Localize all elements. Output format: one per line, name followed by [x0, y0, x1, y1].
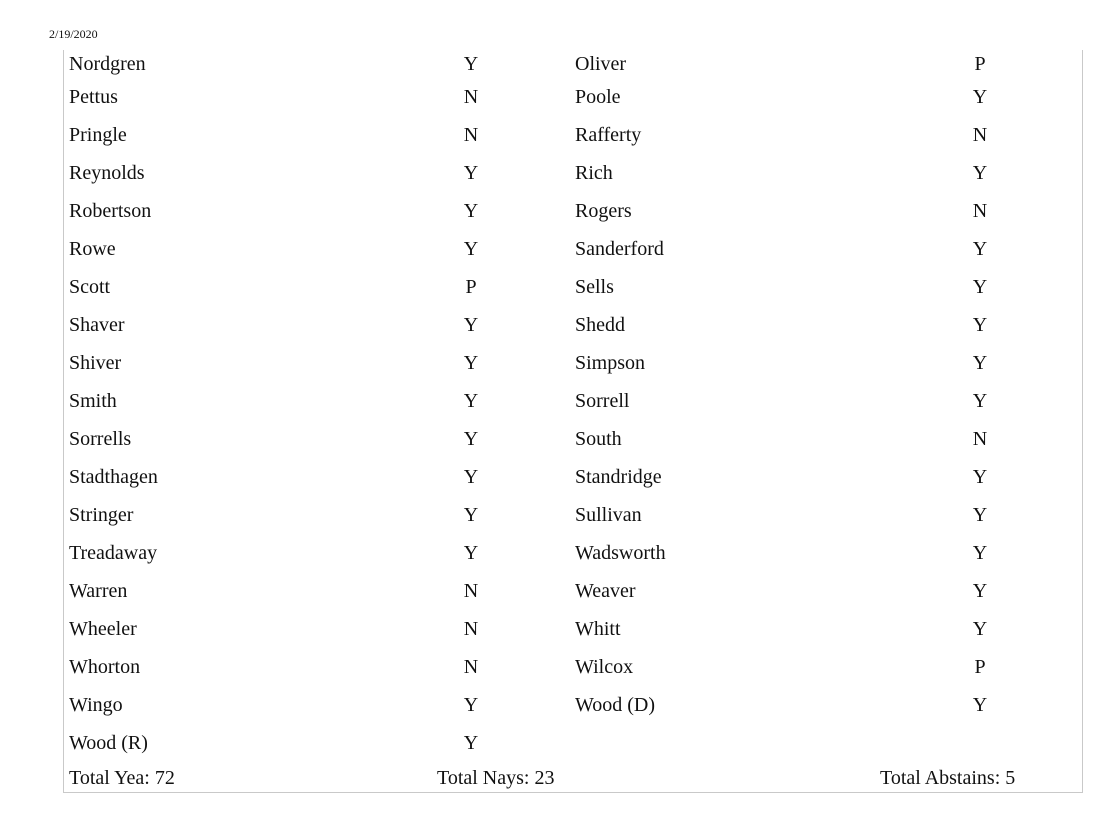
left-member-vote: Y: [463, 504, 479, 526]
vote-row: [64, 235, 1082, 265]
right-member-vote: Y: [972, 276, 988, 298]
total-yea: Total Yea: 72: [69, 767, 175, 789]
right-member-vote: P: [974, 53, 986, 75]
left-member-name: Scott: [69, 276, 111, 298]
left-member-vote: Y: [463, 694, 479, 716]
left-member-name: Wheeler: [69, 618, 137, 640]
right-member-name: Sorrell: [575, 390, 630, 412]
right-member-name: Weaver: [575, 580, 636, 602]
right-member-name: Sanderford: [575, 238, 664, 260]
vote-row: [64, 577, 1082, 607]
left-member-name: Stadthagen: [69, 466, 158, 488]
right-member-vote: Y: [972, 314, 988, 336]
right-member-vote: Y: [972, 238, 988, 260]
left-member-name: Pettus: [69, 86, 118, 108]
left-member-vote: Y: [463, 390, 479, 412]
right-member-vote: Y: [972, 86, 988, 108]
left-member-name: Whorton: [69, 656, 141, 678]
right-member-name: Sullivan: [575, 504, 642, 526]
right-member-name: Wadsworth: [575, 542, 666, 564]
left-member-vote: Y: [463, 162, 479, 184]
right-member-name: Shedd: [575, 314, 625, 336]
left-member-name: Nordgren: [69, 53, 146, 75]
total-nays: Total Nays: 23: [437, 767, 555, 789]
right-member-name: Rich: [575, 162, 613, 184]
right-member-vote: P: [974, 656, 986, 678]
right-member-vote: Y: [972, 542, 988, 564]
left-member-vote: Y: [463, 466, 479, 488]
vote-row: [64, 539, 1082, 569]
vote-row: [64, 387, 1082, 417]
vote-row: [64, 615, 1082, 645]
vote-row: [64, 197, 1082, 227]
right-member-vote: Y: [972, 694, 988, 716]
right-member-vote: N: [972, 124, 988, 146]
left-member-name: Treadaway: [69, 542, 158, 564]
right-member-name: Rafferty: [575, 124, 642, 146]
right-member-vote: Y: [972, 162, 988, 184]
right-member-vote: N: [972, 200, 988, 222]
left-member-vote: Y: [463, 200, 479, 222]
roll-call-vote-table: [63, 50, 1083, 793]
left-member-vote: N: [463, 580, 479, 602]
left-member-name: Sorrells: [69, 428, 132, 450]
vote-row: [64, 425, 1082, 455]
left-member-name: Reynolds: [69, 162, 145, 184]
vote-row: [64, 463, 1082, 493]
left-member-name: Stringer: [69, 504, 134, 526]
right-member-vote: N: [972, 428, 988, 450]
right-member-vote: Y: [972, 390, 988, 412]
left-member-vote: Y: [463, 352, 479, 374]
left-member-vote: P: [465, 276, 477, 298]
vote-row: [64, 349, 1082, 379]
left-member-vote: Y: [463, 732, 479, 754]
vote-row: [64, 729, 1082, 759]
vote-row: [64, 83, 1082, 113]
left-member-name: Shiver: [69, 352, 122, 374]
right-member-name: Wilcox: [575, 656, 634, 678]
left-member-name: Warren: [69, 580, 128, 602]
left-member-name: Smith: [69, 390, 117, 412]
left-member-vote: Y: [463, 542, 479, 564]
vote-totals: [64, 764, 1082, 792]
left-member-vote: N: [463, 86, 479, 108]
right-member-vote: Y: [972, 618, 988, 640]
left-member-name: Pringle: [69, 124, 127, 146]
left-member-vote: Y: [463, 314, 479, 336]
left-member-vote: N: [463, 618, 479, 640]
right-member-name: Simpson: [575, 352, 646, 374]
left-member-vote: Y: [463, 238, 479, 260]
vote-row: [64, 159, 1082, 189]
vote-row: [64, 273, 1082, 303]
left-member-vote: Y: [463, 428, 479, 450]
right-member-name: Oliver: [575, 53, 627, 75]
right-member-name: Sells: [575, 276, 614, 298]
vote-row: [64, 653, 1082, 683]
left-member-vote: N: [463, 656, 479, 678]
right-member-name: South: [575, 428, 622, 450]
right-member-name: Standridge: [575, 466, 662, 488]
vote-row: [64, 121, 1082, 151]
vote-row: [64, 691, 1082, 721]
vote-row: [64, 501, 1082, 531]
right-member-name: Poole: [575, 86, 621, 108]
right-member-vote: Y: [972, 352, 988, 374]
left-member-name: Rowe: [69, 238, 116, 260]
left-member-vote: N: [463, 124, 479, 146]
right-member-vote: Y: [972, 466, 988, 488]
right-member-name: Rogers: [575, 200, 632, 222]
right-member-name: Whitt: [575, 618, 621, 640]
left-member-name: Wingo: [69, 694, 123, 716]
right-member-vote: Y: [972, 580, 988, 602]
print-date: 2/19/2020: [49, 27, 98, 41]
total-abstains: Total Abstains: 5: [880, 767, 1016, 789]
vote-row: [64, 50, 1082, 80]
left-member-vote: Y: [463, 53, 479, 75]
left-member-name: Wood (R): [69, 732, 148, 754]
right-member-name: Wood (D): [575, 694, 656, 716]
left-member-name: Robertson: [69, 200, 152, 222]
vote-row: [64, 311, 1082, 341]
left-member-name: Shaver: [69, 314, 125, 336]
right-member-vote: Y: [972, 504, 988, 526]
